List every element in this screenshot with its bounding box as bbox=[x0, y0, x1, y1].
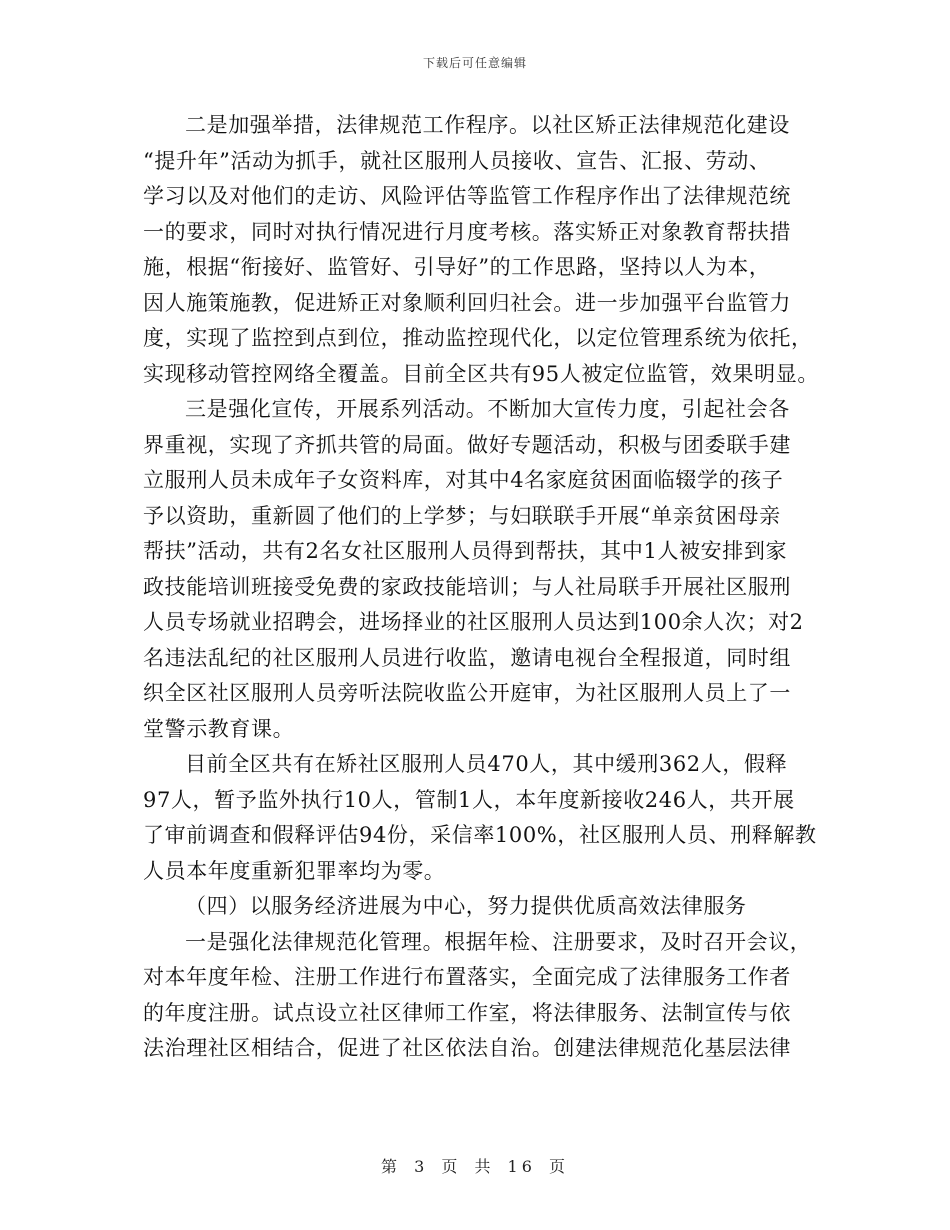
paragraph-line: 堂警示教育课。 bbox=[143, 716, 295, 741]
paragraph-line: 人员专场就业招聘会，进场择业的社区服刑人员达到100余人次；对2 bbox=[143, 610, 804, 634]
paragraph-line: 织全区社区服刑人员旁听法院收监公开庭审，为社区服刑人员上了一 bbox=[143, 681, 791, 705]
paragraph-line: 97人，暂予监外执行10人，管制1人，本年度新接收246人，共开展 bbox=[143, 787, 795, 812]
paragraph-line: 一的要求，同时对执行情况进行月度考核。落实矫正对象教育帮扶措 bbox=[143, 219, 791, 244]
paragraph-line: 学习以及对他们的走访、风险评估等监管工作程序作出了法律规范统 bbox=[143, 184, 791, 208]
paragraph-line: 度，实现了监控到点到位，推动监控现代化，以定位管理系统为依托， bbox=[143, 326, 813, 350]
document-body bbox=[143, 108, 819, 1067]
paragraph-line: 的年度注册。试点设立社区律师工作室，将法律服务、法制宣传与依 bbox=[143, 1000, 791, 1025]
paragraph-line: 立服刑人员未成年子女资料库，对其中4名家庭贫困面临辍学的孩子 bbox=[143, 468, 784, 492]
paragraph-line: 实现移动管控网络全覆盖。目前全区共有95人被定位监管，效果明显。 bbox=[143, 361, 819, 386]
paragraph-line: 因人施策施教，促进矫正对象顺利回归社会。进一步加强平台监管力 bbox=[143, 290, 791, 315]
paragraph-line: 予以资助，重新圆了他们的上学梦；与妇联联手开展“单亲贫困母亲 bbox=[143, 503, 781, 528]
paragraph-line: 政技能培训班接受免费的家政技能培训；与人社局联手开展社区服刑 bbox=[143, 574, 791, 599]
paragraph-line: 人员本年度重新犯罪率均为零。 bbox=[143, 858, 446, 883]
paragraph-line: 目前全区共有在矫社区服刑人员470人，其中缓刑362人，假释 bbox=[185, 752, 788, 776]
paragraph-line: 名违法乱纪的社区服刑人员进行收监，邀请电视台全程报道，同时组 bbox=[143, 645, 791, 670]
paragraph-line: 了审前调查和假释评估94份，采信率100%，社区服刑人员、刑释解教 bbox=[143, 823, 817, 847]
paragraph-line: 一是强化法律规范化管理。根据年检、注册要求，及时召开会议， bbox=[185, 929, 812, 954]
paragraph-line: “提升年”活动为抓手，就社区服刑人员接收、宣告、汇报、劳动、 bbox=[143, 148, 771, 173]
paragraph-line: 施，根据“衔接好、监管好、引导好”的工作思路，坚持以人为本， bbox=[143, 255, 771, 279]
header-note: 下载后可任意编辑 bbox=[422, 56, 527, 70]
paragraph-line: 二是加强举措，法律规范工作程序。以社区矫正法律规范化建设 bbox=[185, 113, 790, 137]
paragraph-line: 法治理社区相结合，促进了社区依法自治。创建法律规范化基层法律 bbox=[143, 1036, 791, 1060]
section-heading: （四）以服务经济进展为中心，努力提供优质高效法律服务 bbox=[185, 894, 747, 918]
paragraph-line: 帮扶”活动，共有2名女社区服刑人员得到帮扶，其中1人被安排到家 bbox=[143, 539, 788, 563]
paragraph-line: 对本年度年检、注册工作进行布置落实，全面完成了法律服务工作者 bbox=[143, 965, 791, 989]
paragraph-line: 三是强化宣传，开展系列活动。不断加大宣传力度，引起社会各 bbox=[185, 397, 790, 421]
page-number: 第 3 页 共 16 页 bbox=[381, 1157, 569, 1176]
paragraph-line: 界重视，实现了齐抓共管的局面。做好专题活动，积极与团委联手建 bbox=[143, 432, 791, 457]
